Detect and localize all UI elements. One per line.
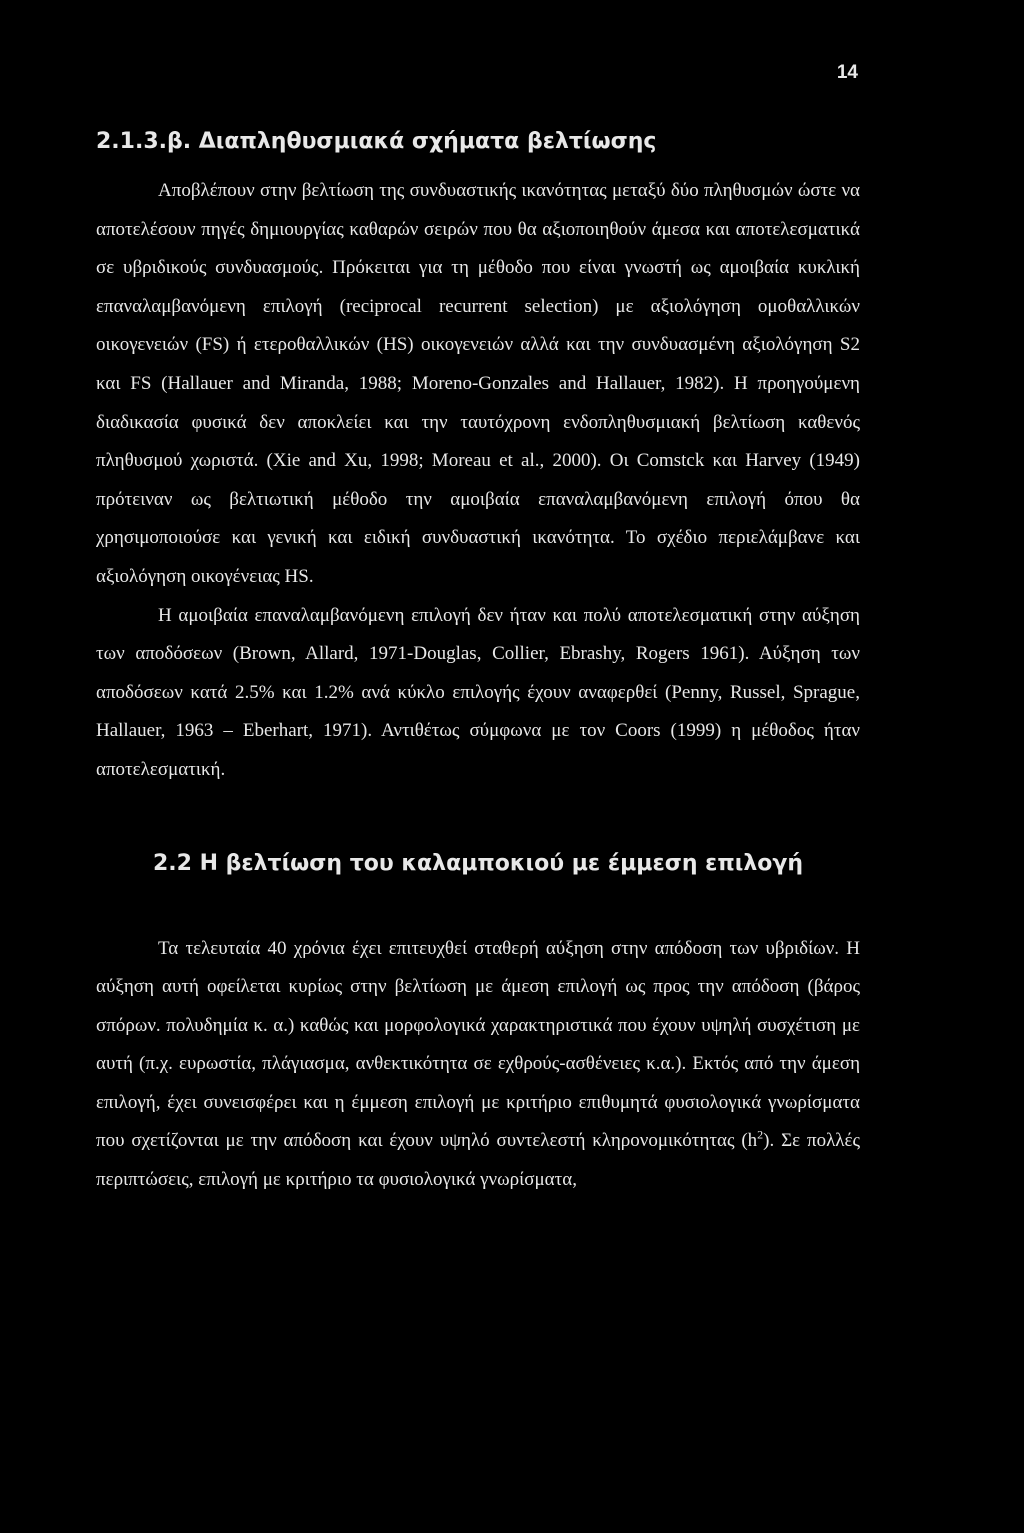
section-heading: 2.1.3.β. Διαπληθυσμιακά σχήματα βελτίωσης	[96, 129, 657, 154]
body-paragraph	[96, 930, 860, 1200]
page-number: 14	[836, 62, 858, 83]
body-paragraph: Η αμοιβαία επαναλαμβανόμενη επιλογή δεν ήταν και πολύ αποτελεσματική στην αύξηση των αποδόσεων (Brown, Allard, 1971-Douglas, Collier, Ebrashy, Rogers 1961). Αύξηση των αποδόσεων κατά 2.5% και 1.2% ανά κύκλο επιλογής έχουν αναφερθεί (Penny, Russel, Sprague, Hallauer, 1963 – Eberhart, 1971). Αντιθέτως σύμφωνα με τον Coors (1999) η μέθοδος ήταν αποτελεσματική.	[96, 604, 860, 780]
paragraph-text: Τα τελευταία 40 χρόνια έχει επιτευχθεί σταθερή αύξηση στην απόδοση των υβριδίων. Η αύξηση αυτή οφείλεται κυρίως στην βελτίωση με άμεση επιλογή ως προς την απόδοση (βάρος σπόρων. πολυδημία κ. α.) καθώς και μορφολογικά χαρακτηριστικά που έχουν υψηλή συσχέτιση με αυτή (π.χ. ευρωστία, πλάγιασμα, ανθεκτικότητα σε εχθρούς-ασθένειες κ.α.). Εκτός από την άμεση επιλογή, έχει συνεισφέρει και η έμμεση επιλογή με κριτήριο επιθυμητά φυσιολογικά γνωρίσματα που σχετίζονται με την απόδοση και έχουν υψηλό συντελεστή κληρονομικότητας (h	[96, 937, 860, 1152]
body-paragraph: Αποβλέπουν στην βελτίωση της συνδυαστικής ικανότητας μεταξύ δύο πληθυσμών ώστε να αποτελέσουν πηγές δημιουργίας καθαρών σειρών που θα αξιοποιηθούν άμεσα και αποτελεσματικά σε υβριδικούς συνδυασμούς. Πρόκειται για τη μέθοδο που είναι γνωστή ως αμοιβαία κυκλική επαναλαμβανόμενη επιλογή (reciprocal recurrent selection) με αξιολόγηση ομοθαλλικών οικογενειών (FS) ή ετεροθαλλικών (HS) οικογενειών αλλά και την συνδυασμένη αξιολόγηση S2 και FS (Hallauer and Miranda, 1988; Moreno-Gonzales and Hallauer, 1982). Η προηγούμενη διαδικασία φυσικά δεν αποκλείει και την ταυτόχρονη ενδοπληθυσμιακή βελτίωση καθενός πληθυσμού χωριστά. (Xie and Xu, 1998; Moreau et al., 2000). Οι Comstck και Harvey (1949) πρότειναν ως βελτιωτική μέθοδο την αμοιβαία επαναλαμβανόμενη επιλογή όπου θα χρησιμοποιούσε και γενική και ειδική συνδυαστική ικανότητα. Το σχέδιο περιελάμβανε και αξιολόγηση οικογένειας HS.	[96, 180, 860, 587]
document-body	[96, 120, 860, 1200]
paragraph-text: ). Σε πολλές περιπτώσεις, επιλογή με κριτήριο τα φυσιολογικά γνωρίσματα,	[96, 1130, 860, 1191]
subsection-heading: 2.2 Η βελτίωση του καλαμποκιού με έμμεση επιλογή	[152, 850, 804, 876]
superscript: 2	[757, 1128, 764, 1143]
